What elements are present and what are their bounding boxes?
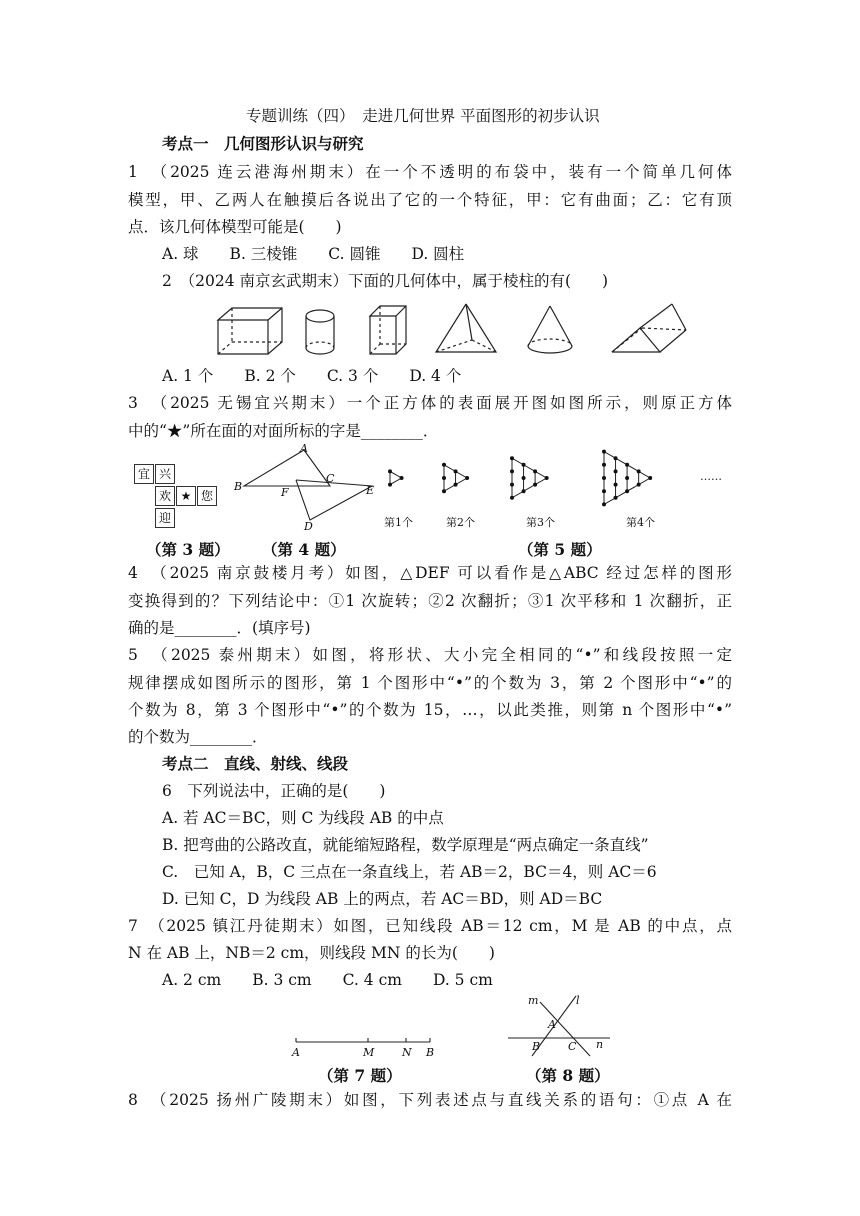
pattern-triangle <box>512 458 547 498</box>
pattern-dot <box>625 489 629 493</box>
q3-line-1: 3 （2025 无锡宜兴期末）一个正方体的表面展开图如图所示，则原正方体 <box>128 394 732 412</box>
pattern-dot <box>625 476 629 480</box>
pattern-dot <box>442 489 446 493</box>
q5-line-3: 个数为 8，第 3 个图形中“•”的个数为 15，…，以此类推，则第 n 个图形中“•” <box>128 701 732 719</box>
q8-lines-figure <box>502 992 620 1058</box>
pattern-label-4: 第4个 <box>626 516 655 529</box>
page-title: 专题训练（四） 走进几何世界 平面图形的初步认识 <box>246 107 600 125</box>
label-c: C <box>568 1040 577 1053</box>
pattern-shape-4 <box>602 450 652 507</box>
caption-q3: （第 3 题） <box>146 540 230 559</box>
pattern-dot <box>545 476 549 480</box>
q1-line-1: 1 （2025 连云港海州期末）在一个不透明的布袋中，装有一个简单几何体 <box>128 163 732 181</box>
pattern-dot <box>510 483 514 487</box>
pattern-dot <box>442 463 446 467</box>
pattern-shape-3 <box>510 456 549 500</box>
label-m: M <box>363 1046 375 1059</box>
rectangular-prism-shape <box>218 308 282 354</box>
pattern-dot <box>400 476 404 480</box>
pattern-ellipsis: …… <box>700 470 722 483</box>
pattern-dot <box>522 463 526 467</box>
label-c: C <box>326 472 335 485</box>
net-cell-star: ★ <box>176 486 196 506</box>
q2-line-1: 2 （2024 南京玄武期末）下面的几何体中，属于棱柱的有( ) <box>162 272 609 290</box>
pattern-dot <box>454 469 458 473</box>
label-b: B <box>234 480 243 493</box>
net-cell: 兴 <box>155 464 175 484</box>
label-l: l <box>576 994 580 1007</box>
q4-line-1: 4 （2025 南京鼓楼月考）如图，△DEF 可以看作是△ABC 经过怎样的图形 <box>128 564 732 582</box>
q4-line-2: 变换得到的？下列结论中：①1 次旋转；②2 次翻折；③1 次平移和 1 次翻折，正 <box>128 592 732 610</box>
q5-pattern-figure <box>380 446 740 532</box>
caption-q7: （第 7 题） <box>318 1066 402 1085</box>
q6-option-d: D. 已知 C，D 为线段 AB 上的两点，若 AC＝BD，则 AD＝BC <box>162 890 603 908</box>
q7-line-1: 7 （2025 镇江丹徒期末）如图，已知线段 AB＝12 cm，M 是 AB 的中点，点 <box>128 917 732 935</box>
q2-options: A. 1 个 B. 2 个 C. 3 个 D. 4 个 <box>162 367 462 385</box>
q6-option-b: B. 把弯曲的公路改直，就能缩短路程，数学原理是“两点确定一条直线” <box>162 836 649 854</box>
pattern-dot <box>602 463 606 467</box>
q7-line-2: N 在 AB 上，NB＝2 cm，则线段 MN 的长为( ) <box>128 944 495 962</box>
pattern-dot <box>454 483 458 487</box>
pattern-dot <box>602 476 606 480</box>
q4-line-3: 确的是________．(填序号) <box>128 619 311 637</box>
q1-line-2: 模型，甲、乙两人在触摸后各说出了它的一个特征，甲：它有曲面；乙：它有顶 <box>128 191 732 209</box>
label-f: F <box>281 486 289 499</box>
pattern-dot <box>637 469 641 473</box>
pattern-dot <box>614 483 618 487</box>
q5-line-2: 规律摆成如图所示的图形，第 1 个图形中“•”的个数为 3，第 2 个图形中“•”的 <box>128 674 732 692</box>
net-cell: 您 <box>197 486 217 506</box>
cone-shape <box>528 306 572 353</box>
pattern-dot <box>522 489 526 493</box>
label-e: E <box>366 484 375 497</box>
section-heading-2: 考点二 直线、射线、线段 <box>162 754 349 773</box>
q3-line-2: 中的“★”所在面的对面所标的字是________． <box>128 422 439 440</box>
triangular-prism-shape <box>612 304 686 352</box>
net-cell: 迎 <box>155 508 175 528</box>
q7-segment-figure <box>288 1030 438 1060</box>
pattern-label-1: 第1个 <box>384 516 413 529</box>
pattern-label-2: 第2个 <box>446 516 475 529</box>
pattern-dot <box>442 476 446 480</box>
q6-option-c: C. 已知 A，B，C 三点在一条直线上，若 AB＝2，BC＝4，则 AC＝6 <box>162 863 657 881</box>
q1-line-3: 点．该几何体模型可能是( ) <box>128 218 342 236</box>
pattern-dot <box>510 469 514 473</box>
pattern-dot <box>388 469 392 473</box>
q1-options: A. 球 B. 三棱锥 C. 圆锥 D. 圆柱 <box>162 245 465 263</box>
square-prism-shape <box>370 306 406 354</box>
q8-line-1: 8 （2025 扬州广陵期末）如图，下列表述点与直线关系的语句：①点 A 在 <box>128 1091 732 1109</box>
pattern-dot <box>510 456 514 460</box>
q7-options: A. 2 cm B. 3 cm C. 4 cm D. 5 cm <box>162 971 493 989</box>
section-heading-1: 考点一 几何图形认识与研究 <box>162 134 364 153</box>
label-a: A <box>292 1046 300 1059</box>
q5-line-1: 5 （2025 泰州期末）如图，将形状、大小完全相同的“•”和线段按照一定 <box>128 646 732 664</box>
label-a: A <box>300 444 308 455</box>
pattern-dot <box>602 450 606 454</box>
triangular-pyramid-shape <box>436 304 496 352</box>
caption-q8: （第 8 题） <box>526 1066 610 1085</box>
pattern-dot <box>614 456 618 460</box>
pattern-shape-1 <box>388 469 404 486</box>
net-cell: 欢 <box>155 486 175 506</box>
caption-q5: （第 5 题） <box>518 540 602 559</box>
q6-option-a: A. 若 AC＝BC，则 C 为线段 AB 的中点 <box>162 809 444 827</box>
q5-line-4: 的个数为________． <box>128 728 268 746</box>
q4-triangles-figure <box>226 444 378 532</box>
cube-net-figure <box>134 464 224 532</box>
label-n: N <box>402 1046 412 1059</box>
pattern-dot <box>602 489 606 493</box>
pattern-dot <box>625 463 629 467</box>
pattern-dot <box>510 496 514 500</box>
cylinder-shape <box>306 310 334 354</box>
q2-solids-figure <box>210 300 690 362</box>
pattern-dot <box>465 476 469 480</box>
pattern-dot <box>648 476 652 480</box>
pattern-dot <box>614 496 618 500</box>
pattern-dot <box>602 502 606 506</box>
pattern-shape-2 <box>442 463 469 493</box>
pattern-dot <box>637 483 641 487</box>
label-m: m <box>528 994 539 1007</box>
label-a: A <box>548 1018 556 1031</box>
label-b: B <box>426 1046 435 1059</box>
label-d: D <box>304 520 313 532</box>
pattern-dot <box>533 469 537 473</box>
pattern-label-3: 第3个 <box>526 516 555 529</box>
pattern-dot <box>533 483 537 487</box>
caption-q4: （第 4 题） <box>262 540 346 559</box>
pattern-dot <box>388 483 392 487</box>
q6-line-1: 6 下列说法中，正确的是( ) <box>162 782 386 800</box>
pattern-dot <box>614 469 618 473</box>
label-b: B <box>532 1040 541 1053</box>
pattern-dot <box>522 476 526 480</box>
net-cell: 宜 <box>134 464 154 484</box>
label-n: n <box>596 1038 604 1051</box>
